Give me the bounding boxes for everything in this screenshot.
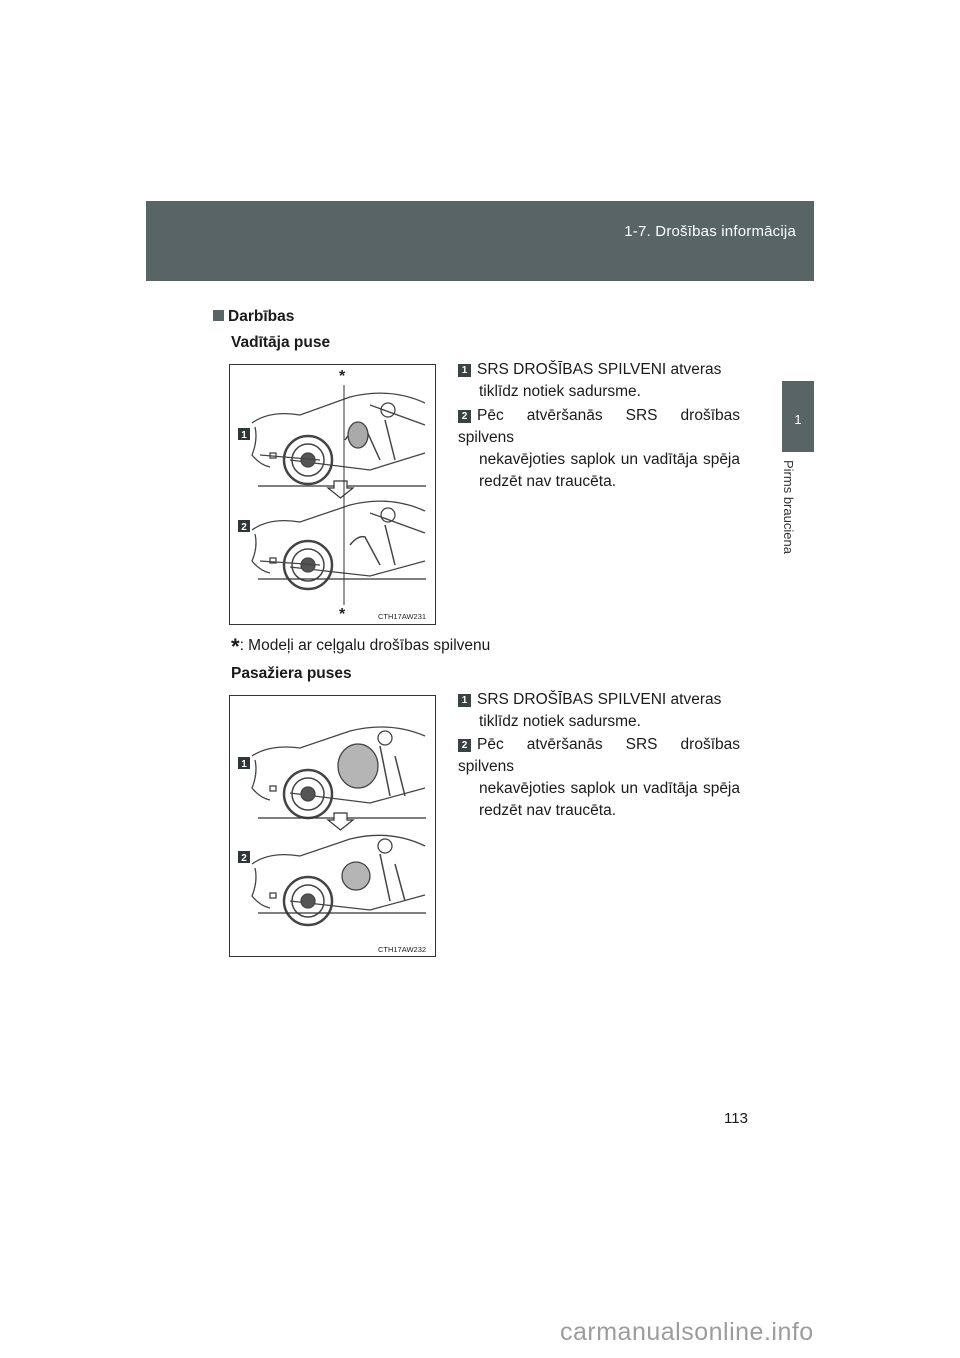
- header-bar: [146, 201, 814, 281]
- passenger-airbag-figure: [229, 695, 436, 957]
- driver-step-2: 2 Pēc atvēršanās SRS drošības spilvens nekavējoties saplok un vadītāja spēja redzēt nav traucēta.: [458, 407, 740, 490]
- step-badge: 2: [458, 739, 471, 752]
- figure-code: CTH17AW231: [378, 612, 427, 621]
- watermark-link[interactable]: carmanualsonline.info: [560, 1318, 814, 1346]
- driver-airbag-figure: [229, 364, 436, 625]
- svg-text:1: 1: [241, 430, 247, 441]
- side-tab-label: Pirms brauciena: [781, 460, 796, 554]
- square-bullet-icon: [213, 310, 224, 321]
- driver-step-1: 1 SRS DROŠĪBAS SPILVENI atveras tiklīdz notiek sadursme.: [458, 359, 740, 403]
- page-number: 113: [724, 1110, 748, 1127]
- chapter-title: 1-7. Drošības informācija: [624, 223, 796, 240]
- side-tab-number: 1: [794, 412, 802, 427]
- section-heading: Darbības: [213, 308, 294, 326]
- car-crash-scene-bottom-illustration: [252, 501, 425, 589]
- driver-airbag-illustration: [230, 365, 435, 624]
- step-badge: 1: [458, 694, 471, 707]
- car-crash-scene-top-illustration: [252, 393, 425, 484]
- figure-code: CTH17AW232: [378, 945, 427, 954]
- car-crash-scene-top-illustration: [252, 727, 425, 818]
- passenger-step-2: 2 Pēc atvēršanās SRS drošības spilvens nekavējoties saplok un vadītāja spēja redzēt nav traucēta.: [458, 736, 740, 819]
- svg-text:1: 1: [241, 759, 247, 770]
- driver-side-heading: Vadītāja puse: [231, 334, 331, 351]
- passenger-side-heading: Pasažiera puses: [231, 665, 352, 682]
- passenger-step-1: 1 SRS DROŠĪBAS SPILVENI atveras tiklīdz notiek sadursme.: [458, 689, 740, 733]
- svg-text:2: 2: [241, 853, 247, 864]
- footnote: *: Modeļi ar ceļgalu drošības spilvenu: [231, 634, 491, 659]
- step-badge: 1: [458, 364, 471, 377]
- down-arrow-icon: [328, 813, 353, 830]
- star-marker-bottom: *: [339, 606, 346, 623]
- car-crash-scene-bottom-illustration: [252, 835, 425, 925]
- side-tab[interactable]: [782, 381, 814, 452]
- star-marker-top: *: [339, 368, 346, 385]
- passenger-airbag-illustration: [230, 696, 435, 956]
- down-arrow-icon: [328, 481, 353, 498]
- svg-text:2: 2: [241, 522, 247, 533]
- step-badge: 2: [458, 410, 471, 423]
